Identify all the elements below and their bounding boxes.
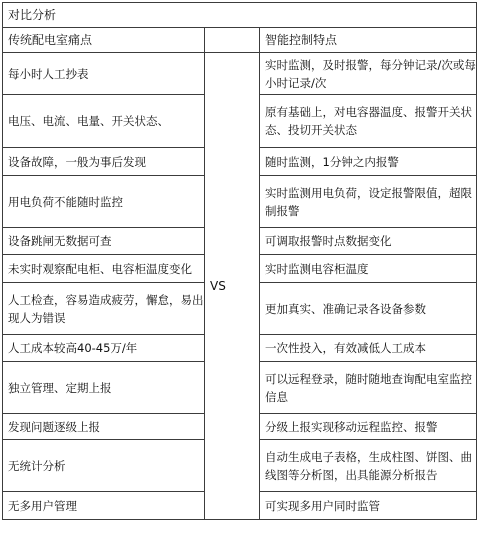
left-cell: 电压、电流、电量、开关状态、 — [3, 95, 205, 148]
left-cell: 用电负荷不能随时监控 — [3, 176, 205, 228]
right-cell: 可以远程登录，随时随地查询配电室监控信息 — [260, 362, 477, 414]
table-title: 对比分析 — [3, 3, 477, 28]
left-cell: 无统计分析 — [3, 440, 205, 492]
right-cell: 可实现多用户同时监管 — [260, 492, 477, 520]
left-cell: 设备故障，一般为事后发现 — [3, 148, 205, 176]
table-title-row — [3, 3, 477, 28]
left-cell: 发现问题逐级上报 — [3, 414, 205, 440]
right-cell: 实时监测，及时报警，每分钟记录/次或每小时记录/次 — [260, 53, 477, 95]
right-cell: 实时监测用电负荷，设定报警限值，超限制报警 — [260, 176, 477, 228]
right-cell: 分级上报实现移动远程监控、报警 — [260, 414, 477, 440]
middle-column-header — [205, 28, 260, 53]
left-cell: 设备跳闸无数据可查 — [3, 228, 205, 255]
right-cell: 自动生成电子表格，生成柱图、饼图、曲线图等分析图，出具能源分析报告 — [260, 440, 477, 492]
right-cell: 可调取报警时点数据变化 — [260, 228, 477, 255]
right-cell: 原有基础上，对电容器温度、报警开关状态、投切开关状态 — [260, 95, 477, 148]
comparison-table-container — [2, 2, 476, 520]
left-cell: 无多用户管理 — [3, 492, 205, 520]
left-cell: 未实时观察配电柜、电容柜温度变化 — [3, 255, 205, 283]
right-cell: 更加真实、准确记录各设备参数 — [260, 283, 477, 335]
right-cell: 实时监测电容柜温度 — [260, 255, 477, 283]
vs-cell: VS — [205, 53, 260, 520]
right-column-header: 智能控制特点 — [260, 28, 477, 53]
table-row — [3, 53, 477, 95]
left-cell: 人工检查，容易造成疲劳，懈怠，易出现人为错误 — [3, 283, 205, 335]
table-header-row — [3, 28, 477, 53]
left-column-header: 传统配电室痛点 — [3, 28, 205, 53]
left-cell: 每小时人工抄表 — [3, 53, 205, 95]
right-cell: 随时监测，1分钟之内报警 — [260, 148, 477, 176]
right-cell: 一次性投入，有效减低人工成本 — [260, 335, 477, 362]
left-cell: 人工成本较高40-45万/年 — [3, 335, 205, 362]
comparison-table — [2, 2, 477, 520]
left-cell: 独立管理、定期上报 — [3, 362, 205, 414]
